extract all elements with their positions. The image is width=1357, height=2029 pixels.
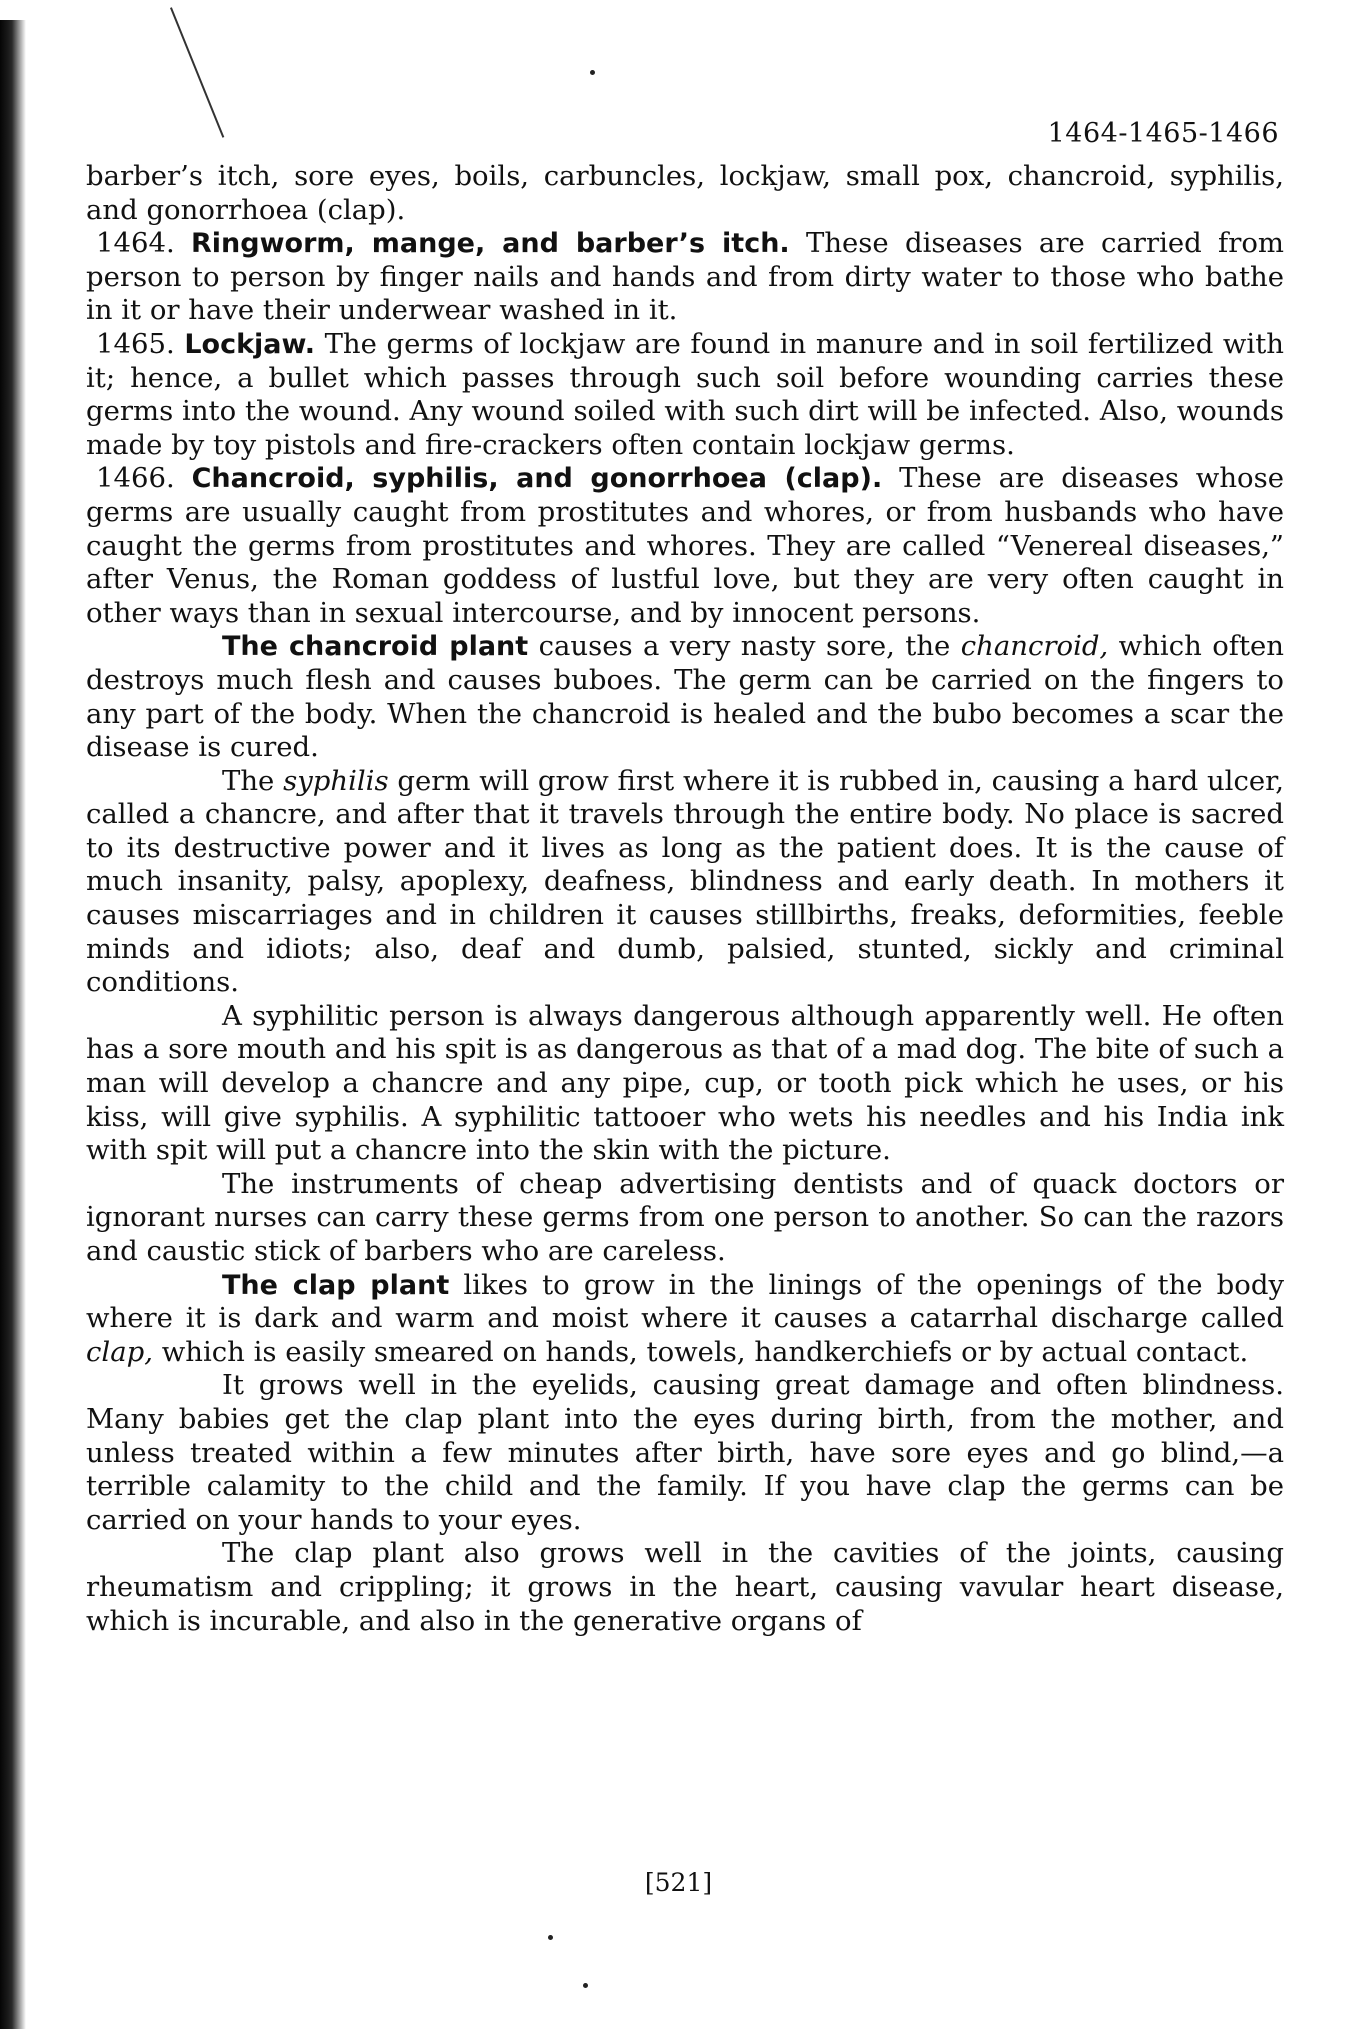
page-header-range: 1464-1465-1466 — [1047, 118, 1279, 149]
binding-shadow — [0, 20, 28, 2029]
section-1466 — [86, 462, 1284, 630]
scan-mark — [170, 7, 224, 138]
section-heading: Ringworm, mange, and barber’s itch. — [191, 228, 790, 260]
clap-lead: The clap plant — [222, 1269, 450, 1301]
syphilis-paragraph — [86, 765, 1284, 1000]
section-text: These diseases are carried from person to person by finger nails and hands and from dirty water to those who bathe in it or have their underwear washed in it. — [86, 227, 1284, 327]
intro-paragraph: barber’s itch, sore eyes, boils, carbuncles, lockjaw, small pox, chancroid, syphilis, and gonorrhoea (clap). — [86, 160, 1284, 226]
speck — [583, 1983, 588, 1988]
speck — [548, 1935, 553, 1940]
page-number: [521] — [644, 1868, 713, 1897]
section-heading: Chancroid, syphilis, and gonorrhoea (clap). — [191, 463, 883, 495]
syphilis-term: syphilis — [283, 764, 389, 797]
section-1465 — [86, 328, 1284, 462]
section-number: 1465. — [96, 327, 175, 360]
section-number: 1466. — [96, 462, 175, 495]
paragraph-text: germ will grow first where it is rubbed in, causing a hard ulcer, called a chancre, and after that it travels through the entire body. No place is sacred to its destructive power and it lives as long as the patient does. It is the cause of much insanity, palsy, apoplexy, deafness, blindness and early death. In mothers it causes miscarriages and in children it causes stillbirths, freaks, deformities, feeble minds and idiots; also, deaf and dumb, palsied, stunted, sickly and criminal conditions. — [86, 764, 1285, 999]
syphilitic-paragraph: A syphilitic person is always dangerous although apparently well. He often has a sore mouth and his spit is as dangerous as that of a mad dog. The bite of such a man will develop a chancre and any pipe, cup, or tooth pick which he uses, or his kiss, will give syphilis. A syphilitic tattooer who wets his needles and his India ink with spit will put a chancre into the skin with the picture. — [86, 999, 1284, 1167]
paragraph-text: which is easily smeared on hands, towels, handkerchiefs or by actual contact. — [161, 1335, 1249, 1368]
paragraph-text: The — [222, 764, 275, 797]
paragraph-text: likes to grow in the linings of the openings of the body where it is dark and warm and moist where it causes a catarrhal discharge called — [86, 1268, 1284, 1335]
chancroid-paragraph — [86, 630, 1284, 764]
section-text: These are diseases whose germs are usually caught from prostitutes and whores, or from husbands who have caught the germs from prostitutes and whores. They are called “Venereal diseases,” after Venus, the Roman goddess of lustful love, but they are very often caught in other ways than in sexual intercourse, and by innocent persons. — [86, 462, 1284, 629]
page-body — [86, 160, 1284, 1638]
clap-paragraph — [86, 1269, 1284, 1370]
section-heading: Lockjaw. — [184, 328, 315, 360]
eyelids-paragraph: It grows well in the eyelids, causing great damage and often blindness. Many babies get the clap plant into the eyes during birth, from the mother, and unless treated within a few minutes after birth, have sore eyes and go blind,—a terrible calamity to the child and the family. If you have clap the germs can be carried on your hands to your eyes. — [86, 1369, 1284, 1536]
instruments-paragraph: The instruments of cheap advertising dentists and of quack doctors or ignorant nurses can carry these germs from one person to another. So can the razors and caustic stick of barbers who are careless. — [86, 1167, 1284, 1267]
speck — [590, 70, 595, 75]
section-1464 — [86, 227, 1284, 328]
chancroid-term: chancroid, — [960, 630, 1109, 663]
paragraph-text: causes a very nasty sore, the — [538, 630, 951, 663]
clap-term: clap, — [86, 1335, 153, 1368]
section-text: The germs of lockjaw are found in manure and in soil fertilized with it; hence, a bullet which passes through such soil before wounding carries these germs into the wound. Any wound soiled with such dirt will be infected. Also, wounds made by toy pistols and fire-crackers often contain lockjaw germs. — [86, 327, 1284, 461]
paragraph-text: which often destroys much flesh and causes buboes. The germ can be carried on the fingers to any part of the body. When the chancroid is healed and the bubo becomes a scar the disease is cured. — [86, 630, 1285, 764]
joints-paragraph: The clap plant also grows well in the cavities of the joints, causing rheumatism and crippling; it grows in the heart, causing vavular heart disease, which is incurable, and also in the generative organs of — [86, 1537, 1284, 1637]
section-number: 1464. — [96, 227, 175, 260]
chancroid-lead: The chancroid plant — [222, 631, 529, 663]
